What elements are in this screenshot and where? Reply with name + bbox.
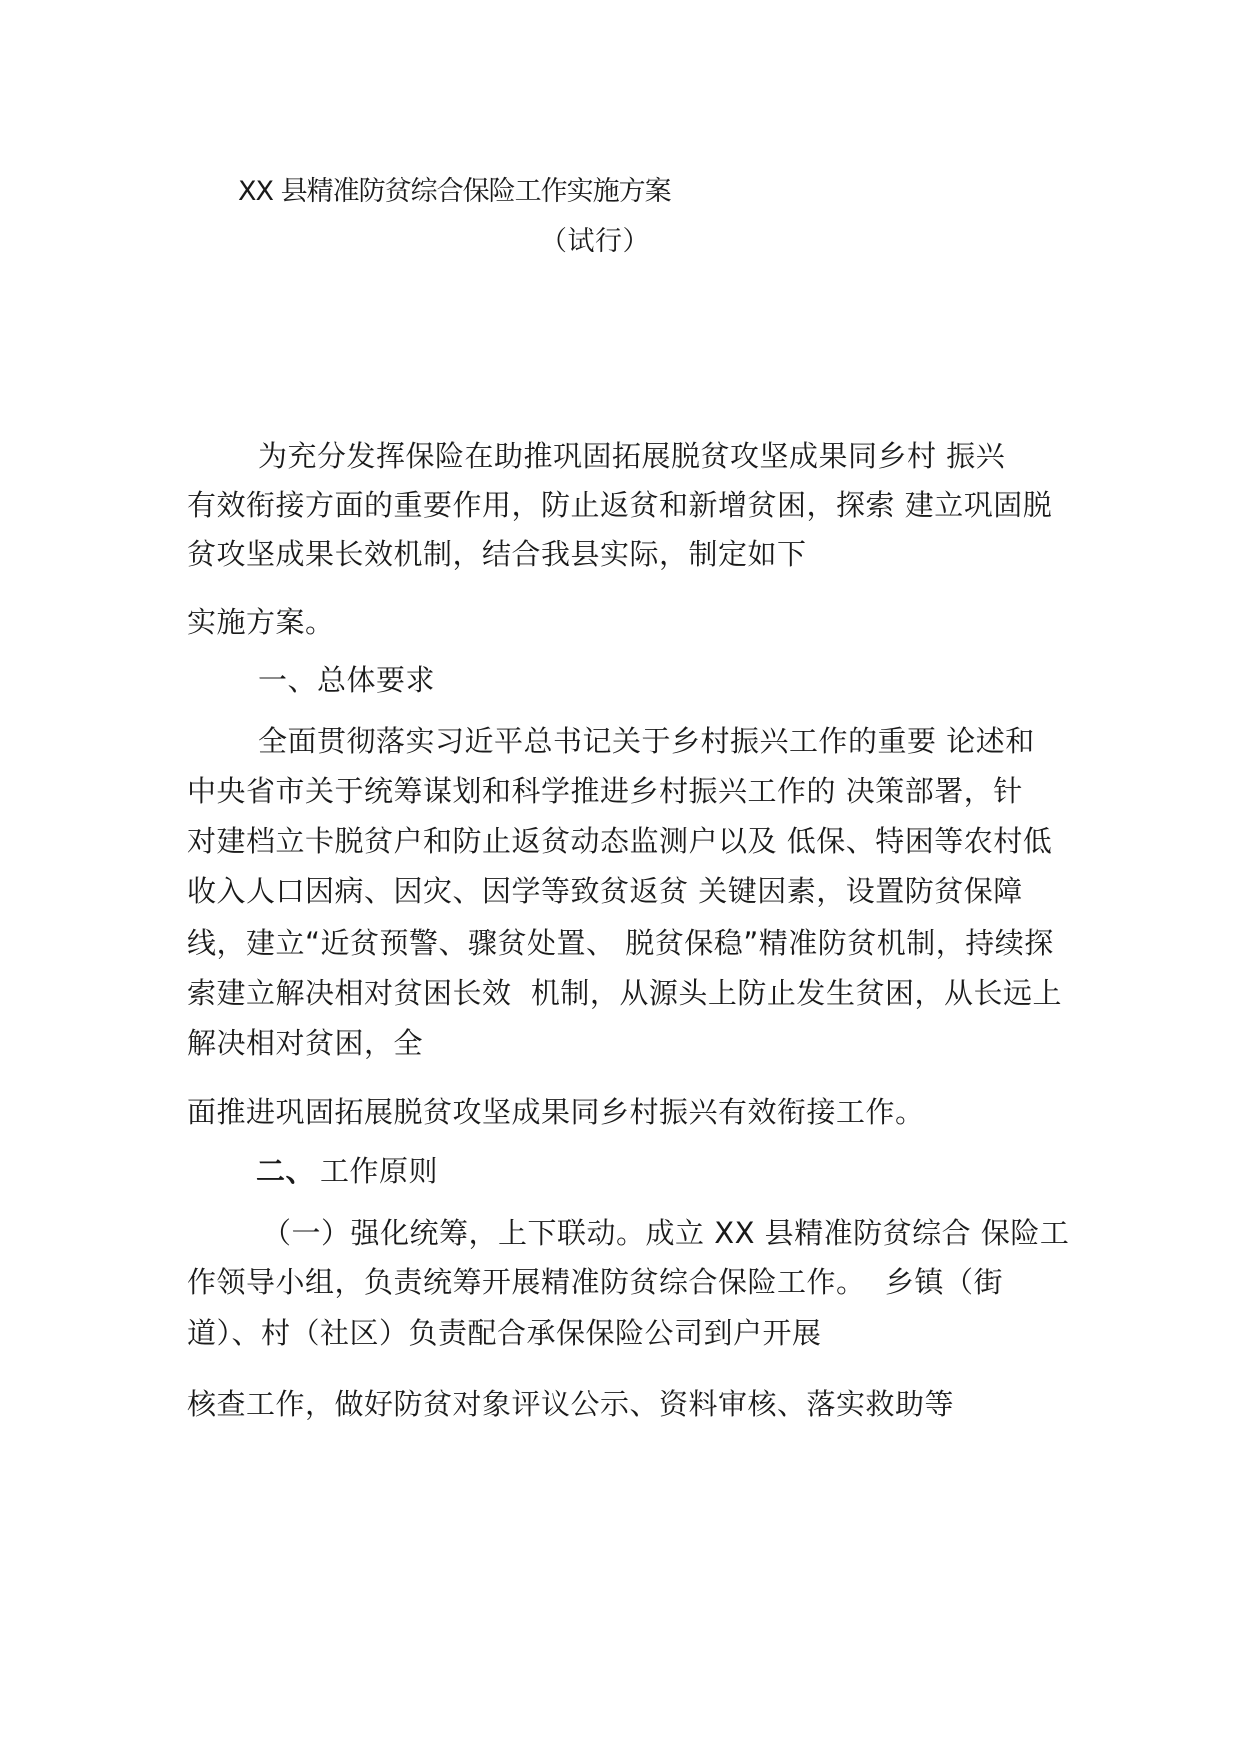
section1-line: 解决相对贫困，全 bbox=[187, 1026, 424, 1060]
section1-line: 收入人口因病、因灾、因学等致贫返贫 关键因素，设置防贫保障 bbox=[187, 874, 1023, 908]
section2-line: 作领导小组，负责统筹开展精准防贫综合保险工作。 乡镇（街 bbox=[187, 1265, 1003, 1299]
section1-line: 全面贯彻落实习近平总书记关于乡村振兴工作的重要 论述和 bbox=[258, 724, 1035, 758]
intro-line: 实施方案。 bbox=[187, 605, 335, 639]
section2-heading-text: 工作原则 bbox=[320, 1154, 439, 1188]
section1-line: 中央省市关于统筹谋划和科学推进乡村振兴工作的 决策部署，针 bbox=[187, 774, 1023, 808]
intro-line: 贫攻坚成果长效机制，结合我县实际，制定如下 bbox=[187, 537, 807, 571]
section1-line: 面推进巩固拓展脱贫攻坚成果同乡村振兴有效衔接工作。 bbox=[187, 1095, 925, 1129]
section2-heading-number: 二、 bbox=[256, 1154, 316, 1188]
document-subtitle: （试行） bbox=[540, 226, 650, 257]
section1-line: 索建立解决相对贫困长效 机制，从源头上防止发生贫困，从长远上 bbox=[187, 976, 1062, 1010]
section1-line: 线，建立“近贫预警、骤贫处置、 脱贫保稳”精准防贫机制，持续探 bbox=[187, 926, 1054, 960]
section2-line: 核查工作，做好防贫对象评议公示、资料审核、落实救助等 bbox=[187, 1387, 955, 1421]
section2-line: 道）、村（社区）负责配合承保保险公司到户开展 bbox=[187, 1316, 822, 1350]
section1-heading: 一、总体要求 bbox=[258, 663, 436, 697]
intro-line: 有效衔接方面的重要作用，防止返贫和新增贫困，探索 建立巩固脱 bbox=[187, 488, 1053, 522]
section1-line: 对建档立卡脱贫户和防止返贫动态监测户以及 低保、特困等农村低 bbox=[187, 824, 1053, 858]
section2-line: （一）强化统筹，上下联动。成立 XX 县精准防贫综合 保险工 bbox=[262, 1216, 1070, 1250]
document-title: XX 县精准防贫综合保险工作实施方案 bbox=[238, 176, 671, 207]
intro-line: 为充分发挥保险在助推巩固拓展脱贫攻坚成果同乡村 振兴 bbox=[258, 439, 1006, 473]
